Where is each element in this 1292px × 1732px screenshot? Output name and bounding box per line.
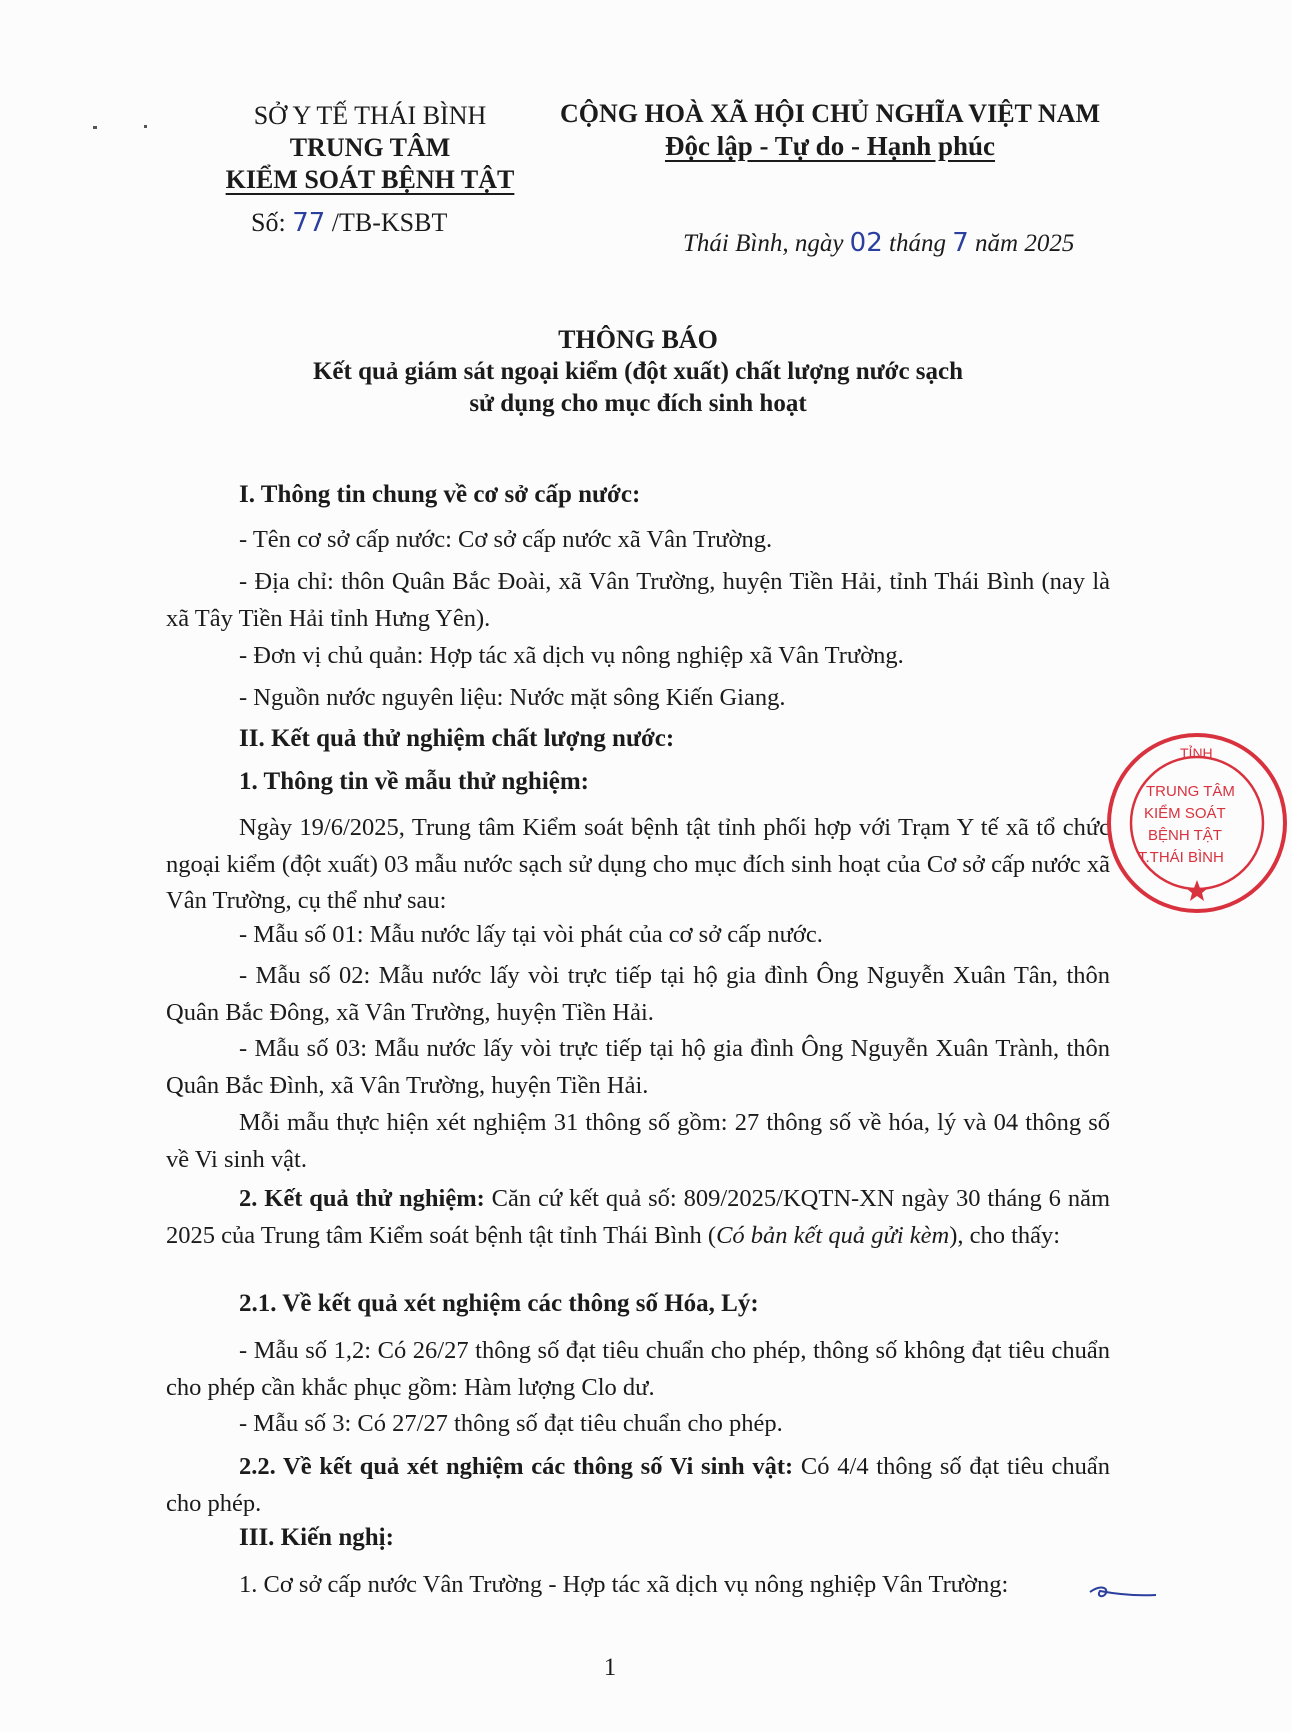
seal-star-icon	[1186, 880, 1208, 901]
sample-intro: Ngày 19/6/2025, Trung tâm Kiểm soát bệnh tật tỉnh phối hợp với Trạm Y tế xã tổ chức ngoại kiểm (đột xuất) 03 mẫu nước sạch sử dụng cho mục đích sinh hoạt của Cơ sở cấp nước xã Vân Trường, cụ thể như sau:	[166, 814, 1110, 914]
document-number: Số: 77 /TB-KSBT	[251, 208, 448, 238]
water-source: - Nguồn nước nguyên liệu: Nước mặt sông Kiến Giang.	[239, 684, 786, 711]
document-subtitle-line2: sử dụng cho mục đích sinh hoạt	[469, 390, 807, 417]
seal-line3: BỆNH TẬT	[1148, 827, 1222, 844]
handwritten-month: 7	[952, 228, 969, 258]
seal-line4: T.THÁI BÌNH	[1138, 849, 1224, 866]
motto: Độc lập - Tự do - Hạnh phúc	[664, 131, 996, 161]
handwritten-initial-mark	[1086, 1582, 1158, 1602]
sample-info-heading: 1. Thông tin về mẫu thử nghiệm:	[239, 768, 590, 795]
handwritten-day: 02	[849, 228, 883, 258]
section1-heading: I. Thông tin chung về cơ sở cấp nước:	[239, 481, 641, 508]
chem-results-heading: 2.1. Về kết quả xét nghiệm các thông số Hóa, Lý:	[239, 1290, 759, 1317]
sample-3: - Mẫu số 03: Mẫu nước lấy vòi trực tiếp tại hộ gia đình Ông Nguyễn Xuân Trành, thôn Quân Bắc Đình, xã Vân Trường, huyện Tiền Hải.	[166, 1035, 1110, 1099]
document-subtitle-line1: Kết quả giám sát ngoại kiểm (đột xuất) chất lượng nước sạch	[312, 358, 964, 385]
section2-heading: II. Kết quả thử nghiệm chất lượng nước:	[239, 725, 675, 752]
handwritten-number: 77	[292, 208, 326, 238]
scan-speck	[144, 125, 147, 128]
country-name: CỘNG HOÀ XÃ HỘI CHỦ NGHĨA VIỆT NAM	[559, 99, 1101, 128]
date-line: Thái Bình, ngày 02 tháng 7 năm 2025	[683, 228, 1075, 258]
chem-result-samples-1-2: - Mẫu số 1,2: Có 26/27 thông số đạt tiêu chuẩn cho phép, thông số không đạt tiêu chuẩn cho phép cần khắc phục gồm: Hàm lượng Clo dư.	[166, 1337, 1110, 1401]
chem-result-sample-3: - Mẫu số 3: Có 27/27 thông số đạt tiêu chuẩn cho phép.	[239, 1410, 783, 1437]
seal-graphic	[1102, 728, 1292, 918]
seal-line1: TRUNG TÂM	[1146, 783, 1235, 800]
facility-owner: - Đơn vị chủ quản: Hợp tác xã dịch vụ nông nghiệp xã Vân Trường.	[239, 642, 904, 669]
org-name-line1: TRUNG TÂM	[289, 133, 451, 162]
seal-line2: KIỂM SOÁT	[1144, 805, 1226, 822]
sample-1: - Mẫu số 01: Mẫu nước lấy tại vòi phát của cơ sở cấp nước.	[239, 921, 823, 948]
recommendation-item-1: 1. Cơ sở cấp nước Vân Trường - Hợp tác xã dịch vụ nông nghiệp Vân Trường:	[239, 1571, 1009, 1598]
org-name-line2: KIỂM SOÁT BỆNH TẬT	[225, 165, 515, 194]
test-parameters: Mỗi mẫu thực hiện xét nghiệm 31 thông số gồm: 27 thông số về hóa, lý và 04 thông số về Vi sinh vật.	[166, 1109, 1110, 1173]
official-seal	[1102, 728, 1292, 918]
scan-speck	[93, 126, 97, 129]
test-result-paragraph: 2. Kết quả thử nghiệm: Căn cứ kết quả số: 809/2025/KQTN-XN ngày 30 tháng 6 năm 2025 của Trung tâm Kiểm soát bệnh tật tỉnh Thái Bình (Có bản kết quả gửi kèm), cho thấy:	[166, 1185, 1110, 1249]
seal-top-text: TỈNH	[1180, 745, 1213, 761]
facility-name: - Tên cơ sở cấp nước: Cơ sở cấp nước xã Vân Trường.	[239, 526, 773, 553]
micro-result-paragraph: 2.2. Về kết quả xét nghiệm các thông số Vi sinh vật: Có 4/4 thông số đạt tiêu chuẩn cho phép.	[166, 1453, 1110, 1517]
ministry-name: SỞ Y TẾ THÁI BÌNH	[253, 101, 487, 130]
document-title: THÔNG BÁO	[558, 325, 718, 354]
section3-heading: III. Kiến nghị:	[239, 1524, 394, 1551]
page-number: 1	[603, 1654, 617, 1681]
sample-2: - Mẫu số 02: Mẫu nước lấy vòi trực tiếp tại hộ gia đình Ông Nguyễn Xuân Tân, thôn Quân Bắc Đông, xã Vân Trường, huyện Tiền Hải.	[166, 962, 1110, 1026]
facility-address: - Địa chỉ: thôn Quân Bắc Đoài, xã Vân Trường, huyện Tiền Hải, tỉnh Thái Bình (nay là xã Tây Tiền Hải tỉnh Hưng Yên).	[166, 568, 1110, 632]
